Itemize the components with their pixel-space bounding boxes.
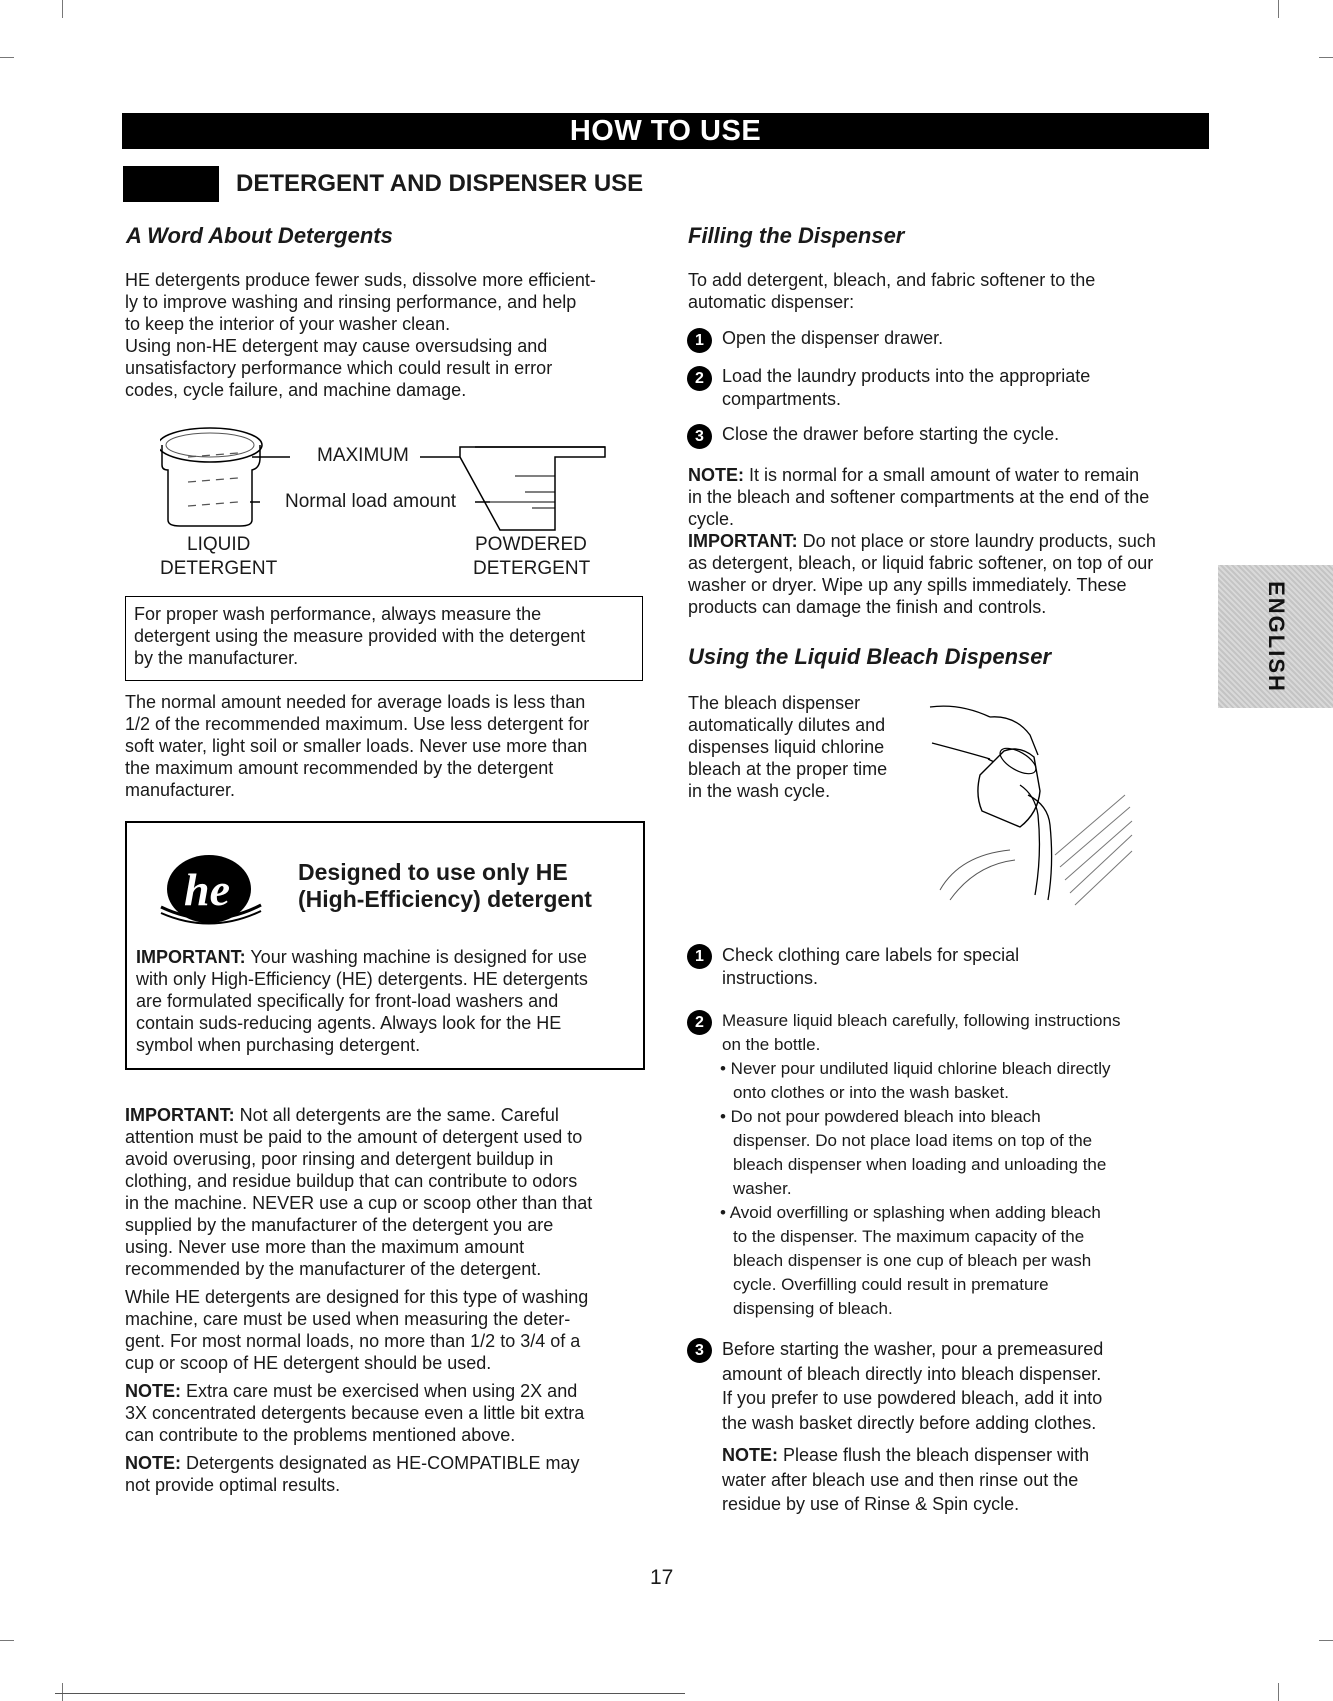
paragraph-normal-amount: [125, 691, 650, 801]
text-line: [125, 1380, 650, 1402]
text-line: Load the laundry products into the appropriate: [722, 366, 1091, 386]
text-line: dispenser. Do not place load items on top of the: [733, 1131, 1093, 1150]
text-line: the maximum amount recommended by the detergent: [125, 758, 554, 778]
text-line: attention must be paid to the amount of detergent used to: [125, 1127, 583, 1147]
he-title-line: Designed to use only HE: [298, 859, 568, 885]
crop-mark: [62, 0, 63, 18]
text-line: HE detergents produce fewer suds, dissolve more efficient-: [125, 270, 596, 290]
text-line: For proper wash performance, always measure the: [134, 604, 542, 624]
text-line: bleach at the proper time: [688, 759, 888, 779]
text-line: [688, 464, 1208, 486]
text-line: manufacturer.: [125, 780, 236, 800]
filling-step-1: [722, 327, 943, 350]
text-line: Check clothing care labels for special: [722, 945, 1020, 965]
crop-mark: [0, 1640, 14, 1641]
text-line: • Avoid overfilling or splashing when adding bleach: [720, 1203, 1101, 1222]
text-line: unsatisfactory performance which could result in error: [125, 358, 553, 378]
note-label: NOTE:: [125, 1381, 181, 1401]
text-line: machine, care must be used when measuring the deter-: [125, 1309, 571, 1329]
text-line: Before starting the washer, pour a premeasured: [722, 1339, 1104, 1359]
bleach-step-2: [722, 1009, 1120, 1057]
normal-load-label: Normal load amount: [285, 491, 457, 512]
step-number-badge: 3: [687, 1338, 712, 1363]
text-line: compartments.: [722, 389, 842, 409]
page-header-title: HOW TO USE: [569, 115, 762, 147]
step-number-badge: 1: [687, 944, 712, 969]
section-title: DETERGENT AND DISPENSER USE: [236, 170, 644, 197]
text-line: with only High-Efficiency (HE) detergents. HE detergents: [136, 969, 588, 989]
text-line: [722, 1443, 1103, 1468]
crop-mark: [1319, 57, 1333, 58]
filling-step-2: [722, 365, 1090, 411]
text-line: Close the drawer before starting the cycle.: [722, 424, 1060, 444]
text-line: clothing, and residue buildup that can contribute to odors: [125, 1171, 578, 1191]
paragraph-filling-intro: [688, 269, 1208, 313]
text-line: cycle.: [688, 509, 735, 529]
subheading-liquid-bleach-dispenser: Using the Liquid Bleach Dispenser: [688, 644, 1052, 669]
text-line: washer or dryer. Wipe up any spills immediately. These: [688, 575, 1127, 595]
important-label: IMPORTANT:: [125, 1105, 235, 1125]
text-line: water after bleach use and then rinse out the: [722, 1469, 1079, 1490]
paragraph-bleach-intro: [688, 692, 928, 802]
text-line: The bleach dispenser: [688, 693, 861, 713]
text-span: Detergents designated as HE-COMPATIBLE may: [181, 1453, 580, 1473]
text-line: cycle. Overfilling could result in premature: [733, 1275, 1049, 1294]
maximum-label: MAXIMUM: [317, 445, 409, 466]
measure-notice-box: [125, 596, 643, 681]
text-line: are formulated specifically for front-load washers and: [136, 991, 559, 1011]
bleach-pouring-illustration: [920, 695, 1135, 915]
language-side-tab: [1218, 565, 1333, 708]
subheading-word-about-detergents: A Word About Detergents: [126, 223, 393, 248]
note-label: NOTE:: [722, 1445, 778, 1465]
crop-mark: [1278, 0, 1279, 18]
important-label: IMPORTANT:: [136, 947, 246, 967]
text-line: bleach dispenser is one cup of bleach per wash: [733, 1251, 1092, 1270]
text-line: amount of bleach directly into bleach dispenser.: [722, 1363, 1102, 1384]
note-label: NOTE:: [688, 465, 744, 485]
text-line: as detergent, bleach, or liquid fabric softener, on top of our: [688, 553, 1154, 573]
text-line: bleach dispenser when loading and unloading the: [733, 1155, 1107, 1174]
text-line: residue by use of Rinse & Spin cycle.: [722, 1494, 1020, 1514]
crop-mark: [62, 1683, 63, 1701]
text-line: dispensing of bleach.: [733, 1299, 893, 1318]
bottom-rule: [55, 1693, 685, 1694]
text-line: contain suds-reducing agents. Always look for the HE: [136, 1013, 562, 1033]
text-span: Do not place or store laundry products, such: [797, 531, 1156, 551]
text-line: soft water, light soil or smaller loads. Never use more than: [125, 736, 588, 756]
header-bar: [122, 113, 1209, 149]
text-line: [688, 530, 1208, 552]
text-line: on the bottle.: [722, 1035, 821, 1054]
crop-mark: [1278, 1683, 1279, 1701]
text-span: It is normal for a small amount of water to remain: [744, 465, 1140, 485]
text-line: 1/2 of the recommended maximum. Use less detergent for: [125, 714, 590, 734]
paragraph-filling-notes: [688, 464, 1208, 618]
text-line: symbol when purchasing detergent.: [136, 1035, 421, 1055]
text-line: dispenses liquid chlorine: [688, 737, 885, 757]
text-line: washer.: [733, 1179, 792, 1198]
text-line: [125, 1104, 650, 1126]
step-number-badge: 2: [687, 1010, 712, 1035]
he-important-text: [136, 946, 635, 1056]
text-span: Please flush the bleach dispenser with: [778, 1445, 1090, 1465]
text-span: Your washing machine is designed for use: [245, 947, 587, 967]
step-number-badge: 2: [687, 366, 712, 391]
text-line: in the wash cycle.: [688, 781, 831, 801]
he-detergent-box: [125, 821, 645, 1070]
text-line: instructions.: [722, 968, 819, 988]
step-number-badge: 1: [687, 328, 712, 353]
text-line: ly to improve washing and rinsing performance, and help: [125, 292, 577, 312]
he-logo-text: he: [184, 864, 230, 915]
text-line: Measure liquid bleach carefully, following instructions: [722, 1011, 1121, 1030]
page-number: 17: [650, 1566, 674, 1589]
text-line: automatically dilutes and: [688, 715, 886, 735]
text-line: automatic dispenser:: [688, 292, 855, 312]
text-line: To add detergent, bleach, and fabric softener to the: [688, 270, 1096, 290]
text-line: using. Never use more than the maximum amount: [125, 1237, 525, 1257]
bleach-bullet-2: [720, 1105, 1106, 1201]
text-line: While HE detergents are designed for this type of washing: [125, 1287, 589, 1307]
text-line: • Do not pour powdered bleach into bleach: [720, 1107, 1041, 1126]
liquid-label: LIQUID: [187, 534, 251, 555]
bleach-bullet-3: [720, 1201, 1101, 1321]
text-line: recommended by the manufacturer of the detergent.: [125, 1259, 542, 1279]
liquid-detergent-label: DETERGENT: [160, 558, 278, 579]
text-line: onto clothes or into the wash basket.: [733, 1083, 1009, 1102]
paragraph-word-about: [125, 269, 650, 401]
text-line: detergent using the measure provided with the detergent: [134, 626, 586, 646]
bleach-bullet-1: [720, 1057, 1111, 1105]
text-span: Not all detergents are the same. Careful: [234, 1105, 559, 1125]
text-line: If you prefer to use powdered bleach, add it into: [722, 1388, 1103, 1408]
text-line: Open the dispenser drawer.: [722, 328, 944, 348]
text-line: to the dispenser. The maximum capacity of the: [733, 1227, 1085, 1246]
text-line: by the manufacturer.: [134, 648, 299, 668]
text-line: not provide optimal results.: [125, 1475, 341, 1495]
text-line: cup or scoop of HE detergent should be used.: [125, 1353, 492, 1373]
note-label: NOTE:: [125, 1453, 181, 1473]
crop-mark: [0, 57, 14, 58]
text-line: can contribute to the problems mentioned above.: [125, 1425, 516, 1445]
text-line: gent. For most normal loads, no more than 1/2 to 3/4 of a: [125, 1331, 581, 1351]
text-line: • Never pour undiluted liquid chlorine bleach directly: [720, 1059, 1111, 1078]
text-line: avoid overusing, poor rinsing and detergent buildup in: [125, 1149, 554, 1169]
bleach-step-1: [722, 944, 1019, 990]
text-line: to keep the interior of your washer clean.: [125, 314, 451, 334]
text-span: Extra care must be exercised when using 2X and: [181, 1381, 578, 1401]
important-label: IMPORTANT:: [688, 531, 798, 551]
text-line: products can damage the finish and controls.: [688, 597, 1047, 617]
filling-step-3: [722, 423, 1059, 446]
bleach-step-3: [722, 1337, 1103, 1517]
he-logo-icon: [157, 849, 265, 929]
subheading-filling-dispenser: Filling the Dispenser: [688, 223, 905, 248]
text-line: supplied by the manufacturer of the detergent you are: [125, 1215, 554, 1235]
crop-mark: [1319, 1640, 1333, 1641]
text-line: Using non-HE detergent may cause oversudsing and: [125, 336, 548, 356]
text-line: codes, cycle failure, and machine damage.: [125, 380, 467, 400]
side-tab-label: ENGLISH: [1263, 580, 1289, 693]
powdered-label: POWDERED: [475, 534, 587, 555]
text-line: the wash basket directly before adding clothes.: [722, 1412, 1097, 1433]
text-line: [136, 946, 635, 968]
powdered-detergent-label: DETERGENT: [473, 558, 591, 579]
paragraph-important-detergents: [125, 1104, 650, 1496]
step-number-badge: 3: [687, 424, 712, 449]
detergent-measure-diagram: [160, 420, 620, 590]
text-line: 3X concentrated detergents because even a little bit extra: [125, 1403, 585, 1423]
section-marker-block: [123, 166, 219, 202]
text-line: [125, 1452, 650, 1474]
he-title-line: (High-Efficiency) detergent: [298, 886, 592, 912]
he-box-title: [298, 859, 592, 913]
text-line: in the machine. NEVER use a cup or scoop other than that: [125, 1193, 593, 1213]
text-line: in the bleach and softener compartments at the end of the: [688, 487, 1150, 507]
text-line: The normal amount needed for average loads is less than: [125, 692, 586, 712]
